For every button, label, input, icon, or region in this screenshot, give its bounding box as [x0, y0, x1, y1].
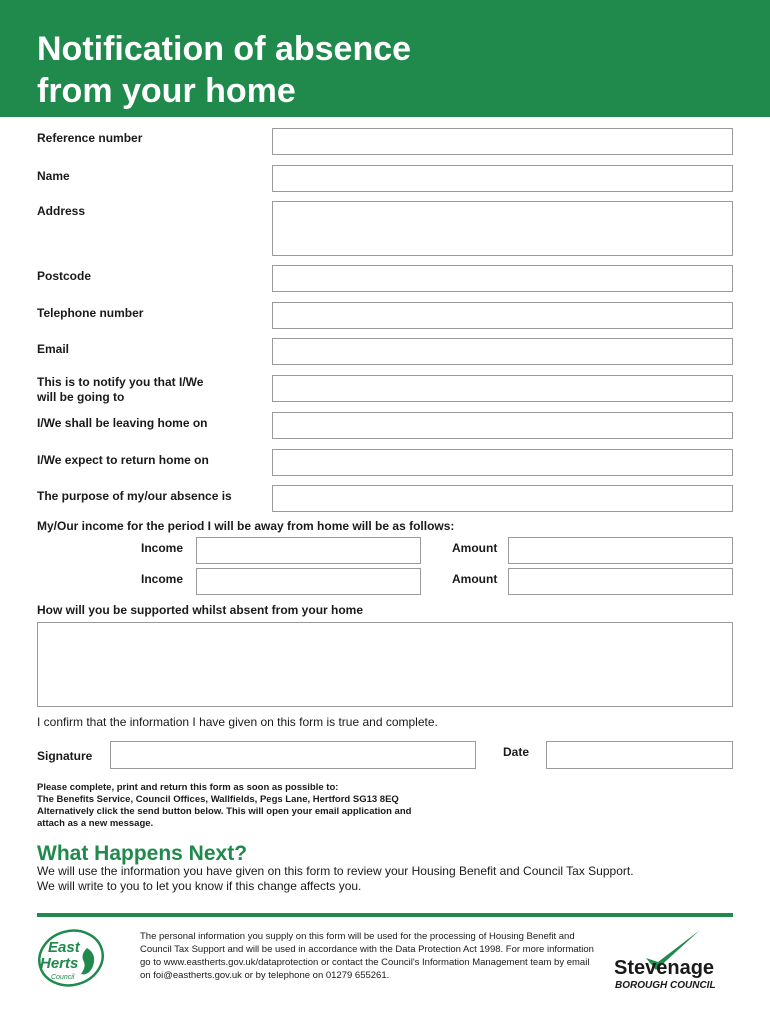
- page-header: [0, 0, 770, 117]
- name-label: Name: [37, 169, 70, 183]
- footer-divider: [37, 913, 733, 917]
- east-herts-line-1: East: [48, 939, 80, 956]
- email-label: Email: [37, 342, 70, 356]
- what-happens-next-text: [37, 864, 737, 894]
- signature-label: Signature: [37, 749, 93, 763]
- telephone-label: Telephone number: [37, 306, 144, 320]
- support-heading: How will you be supported whilst absent from your home: [37, 603, 364, 617]
- instructions-line-3: Alternatively click the send button below. This will open your email application and: [37, 806, 412, 817]
- income-input-1[interactable]: [196, 537, 421, 564]
- east-herts-logo: [35, 926, 107, 990]
- leaving-label: I/We shall be leaving home on: [37, 416, 208, 430]
- next-line-2: We will write to you to let you know if this change affects you.: [37, 879, 362, 893]
- east-herts-line-2: Herts: [40, 955, 79, 972]
- instructions-line-1: Please complete, print and return this form as soon as possible to:: [37, 782, 339, 793]
- date-input[interactable]: [546, 741, 733, 769]
- instructions-line-4: attach as a new message.: [37, 818, 154, 829]
- postcode-label: Postcode: [37, 269, 92, 283]
- amount-label-2: Amount: [452, 572, 498, 586]
- income-label-2: Income: [141, 572, 184, 586]
- return-date-input[interactable]: [272, 449, 733, 476]
- address-label: Address: [37, 204, 86, 218]
- privacy-notice: The personal information you supply on this form will be used for the processing of Housing Benefit and Council Tax Support and will be used in accordance with the Data Protection Act 1998. For more information go to www.eastherts.gov.uk/dataprotection or contact the Council's Information Management team by email on foi@eastherts.gov.uk or by telephone on 01279 655261.: [140, 931, 594, 981]
- leaving-date-input[interactable]: [272, 412, 733, 439]
- stevenage-line-1: Stevenage: [614, 957, 715, 979]
- name-input[interactable]: [272, 165, 733, 192]
- title-line-1: Notification of absence: [37, 30, 412, 68]
- support-input[interactable]: [37, 622, 733, 707]
- purpose-input[interactable]: [272, 485, 733, 512]
- going-to-input[interactable]: [272, 375, 733, 402]
- going-to-label: [37, 375, 203, 405]
- page-title: [37, 28, 637, 112]
- reference-input[interactable]: [272, 128, 733, 155]
- what-happens-next-heading: What Happens Next?: [37, 842, 248, 865]
- return-label: I/We expect to return home on: [37, 453, 209, 467]
- reference-label: Reference number: [37, 131, 143, 145]
- amount-input-2[interactable]: [508, 568, 733, 595]
- email-input[interactable]: [272, 338, 733, 365]
- address-input[interactable]: [272, 201, 733, 256]
- east-herts-line-3: Council: [51, 974, 75, 981]
- amount-input-1[interactable]: [508, 537, 733, 564]
- next-line-1: We will use the information you have given on this form to review your Housing Benefit and Council Tax Support.: [37, 864, 634, 878]
- income-label-1: Income: [141, 541, 184, 555]
- instructions-line-2: The Benefits Service, Council Offices, Wallfields, Pegs Lane, Hertford SG13 8EQ: [37, 794, 399, 805]
- postcode-input[interactable]: [272, 265, 733, 292]
- title-line-2: from your home: [37, 72, 296, 110]
- amount-label-1: Amount: [452, 541, 498, 555]
- return-instructions: [37, 782, 497, 830]
- income-input-2[interactable]: [196, 568, 421, 595]
- date-label: Date: [503, 745, 530, 759]
- going-to-line-1: This is to notify you that I/We: [37, 375, 204, 389]
- income-heading: My/Our income for the period I will be away from home will be as follows:: [37, 519, 455, 533]
- telephone-input[interactable]: [272, 302, 733, 329]
- purpose-label: The purpose of my/our absence is: [37, 489, 232, 503]
- confirm-text: I confirm that the information I have given on this form is true and complete.: [37, 715, 438, 729]
- signature-input[interactable]: [110, 741, 476, 769]
- stevenage-logo: [612, 928, 737, 992]
- going-to-line-2: will be going to: [37, 390, 125, 404]
- stevenage-line-2: BOROUGH COUNCIL: [615, 980, 716, 991]
